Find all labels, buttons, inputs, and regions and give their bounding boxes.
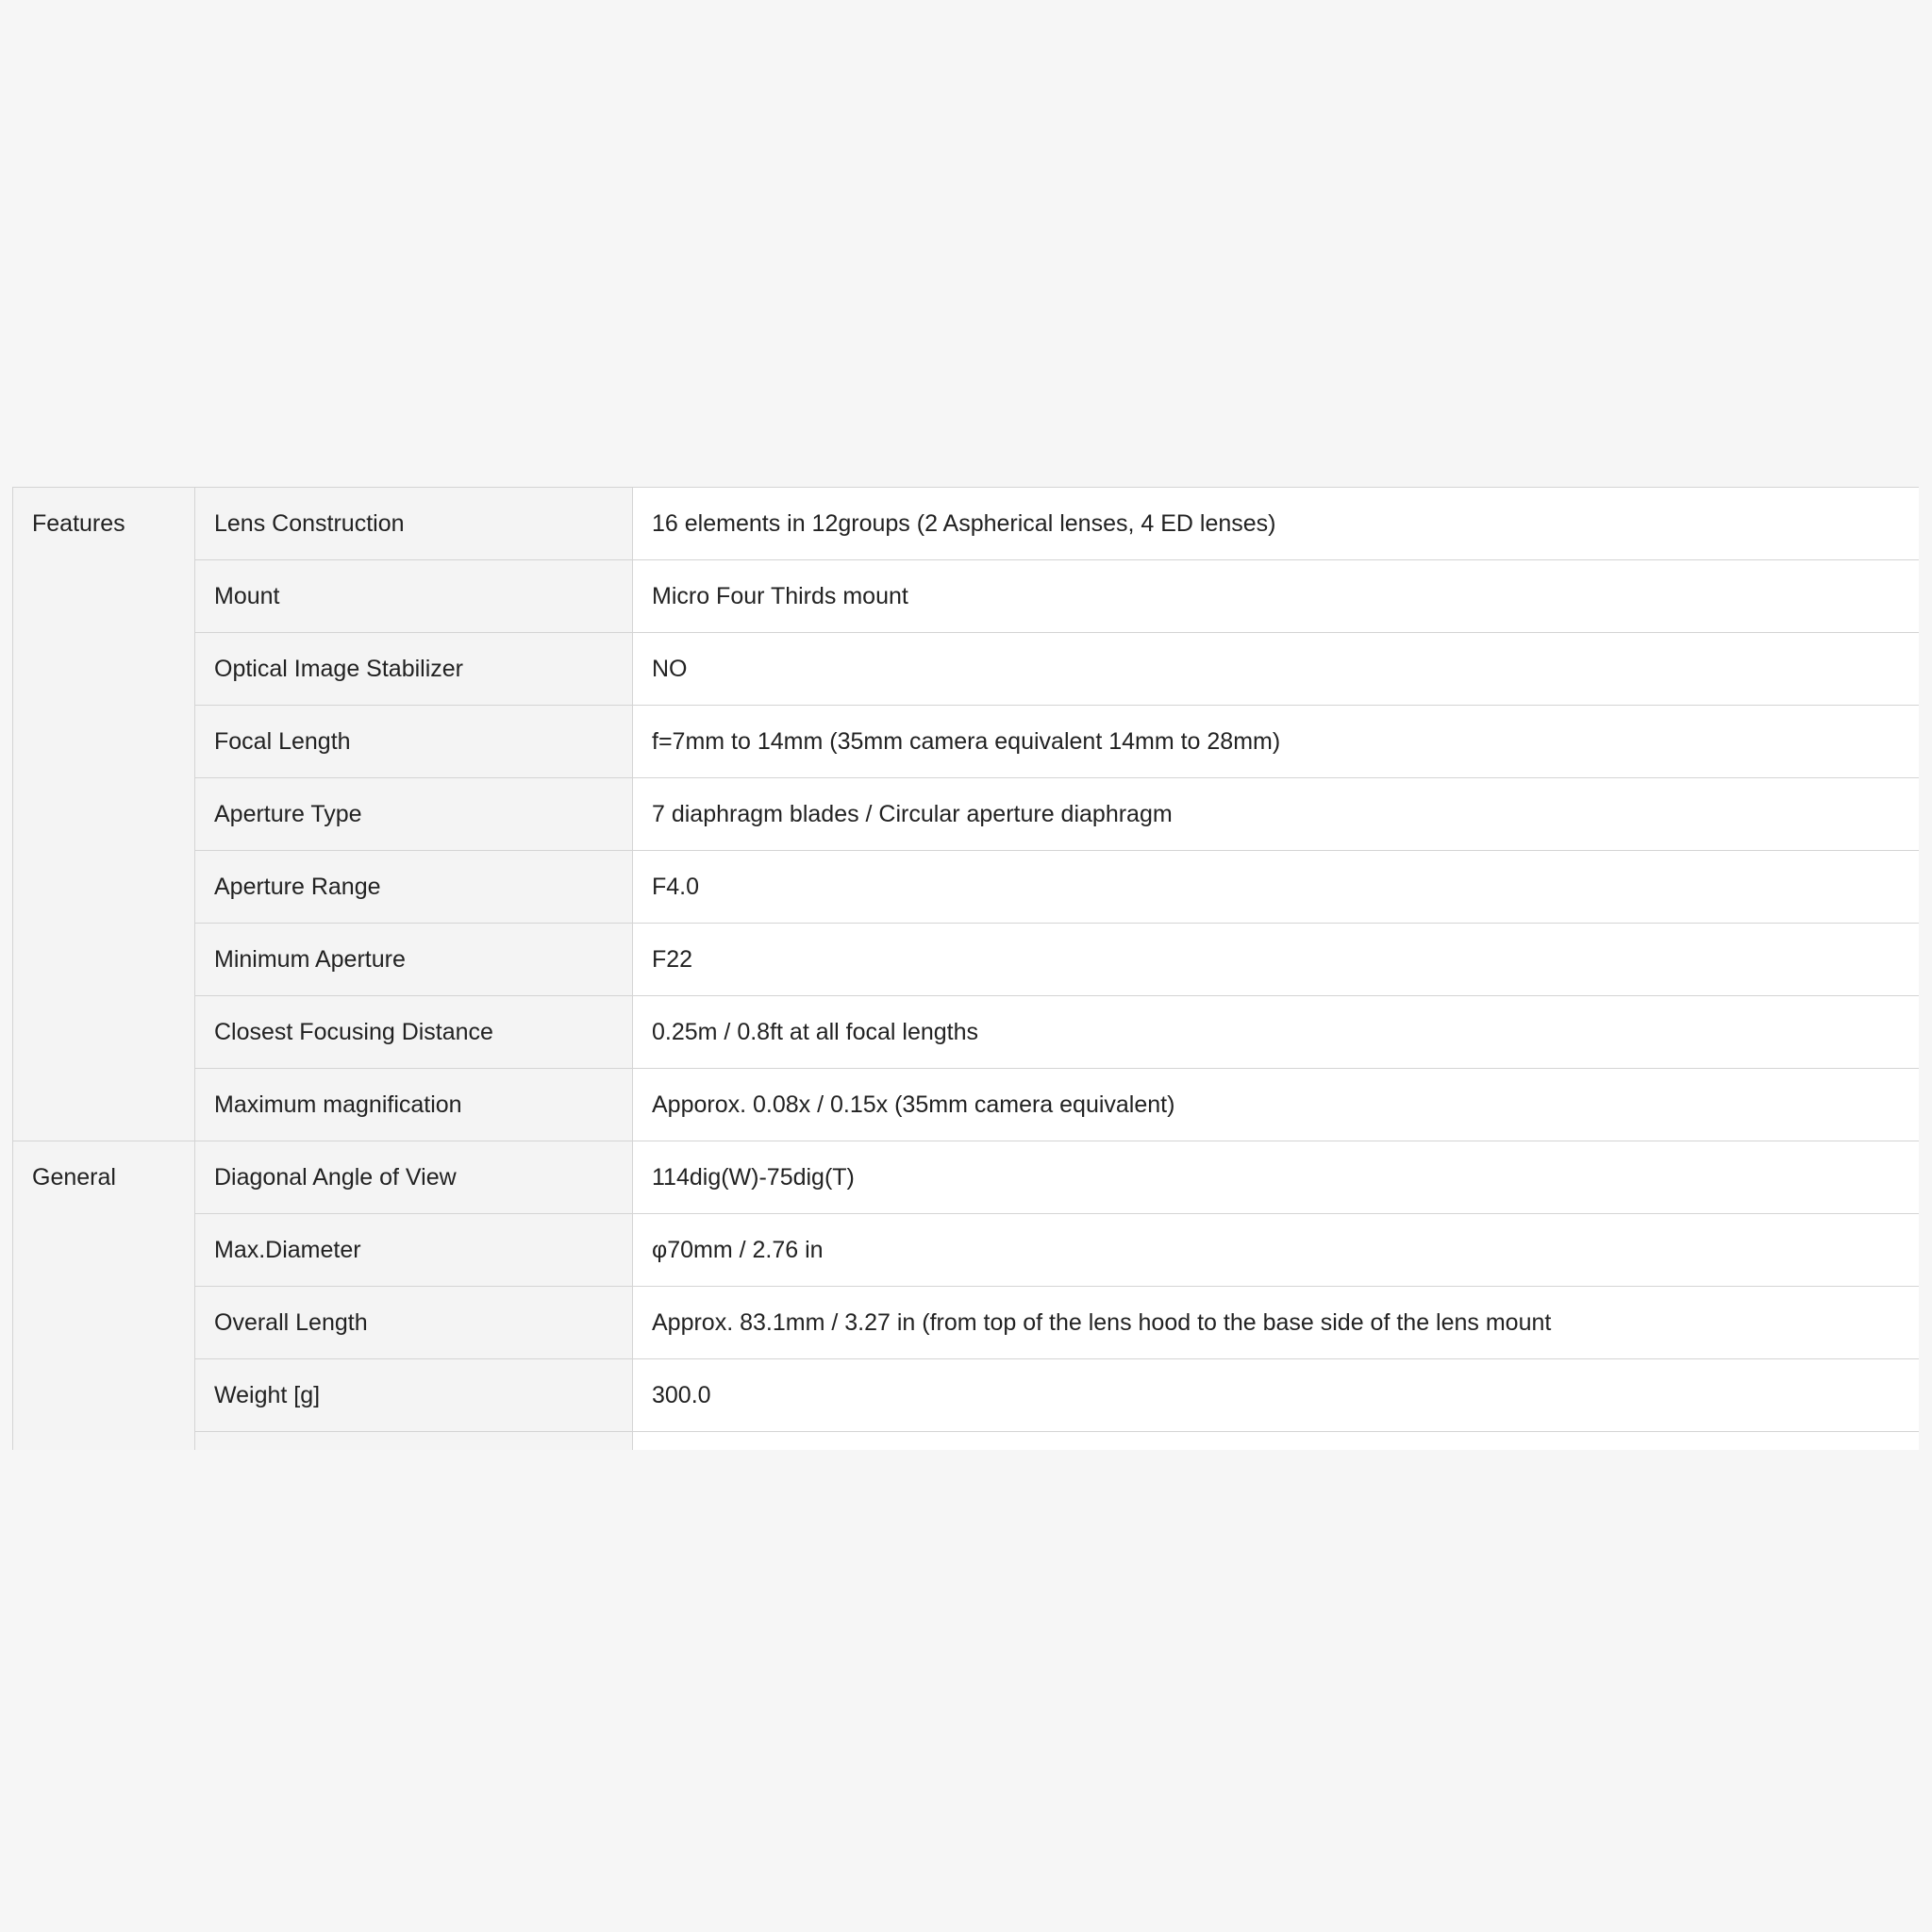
spec-value: F4.0 [633,851,1920,924]
spec-value: F22 [633,924,1920,996]
table-row [13,1069,1920,1141]
spec-value: Apporox. 0.08x / 0.15x (35mm camera equivalent) [633,1069,1920,1141]
spec-value: f=7mm to 14mm (35mm camera equivalent 14mm to 28mm) [633,706,1920,778]
table-row [13,1287,1920,1359]
spec-value [633,1432,1920,1451]
table-row [13,778,1920,851]
spec-label: Aperture Range [195,851,633,924]
table-row [13,851,1920,924]
table-row [13,1214,1920,1287]
spec-label: Weight [g] [195,1359,633,1432]
spec-label: Mount [195,560,633,633]
spec-table [12,487,1919,1450]
table-row [13,488,1920,560]
table-row [13,706,1920,778]
spec-label [195,1432,633,1451]
spec-value: Approx. 83.1mm / 3.27 in (from top of the lens hood to the base side of the lens mount [633,1287,1920,1359]
group-label-general: General [13,1141,195,1451]
spec-value: NO [633,633,1920,706]
spec-label: Minimum Aperture [195,924,633,996]
table-row [13,633,1920,706]
table-row [13,996,1920,1069]
spec-label: Diagonal Angle of View [195,1141,633,1214]
spec-label: Aperture Type [195,778,633,851]
table-row [13,560,1920,633]
spec-value: φ70mm / 2.76 in [633,1214,1920,1287]
table-row [13,1432,1920,1451]
table-row [13,924,1920,996]
group-label-features: Features [13,488,195,1141]
spec-label: Max.Diameter [195,1214,633,1287]
spec-label: Overall Length [195,1287,633,1359]
spec-value: Micro Four Thirds mount [633,560,1920,633]
table-row [13,1141,1920,1214]
spec-value: 114dig(W)-75dig(T) [633,1141,1920,1214]
spec-table-container [12,487,1919,1450]
spec-label: Lens Construction [195,488,633,560]
spec-value: 0.25m / 0.8ft at all focal lengths [633,996,1920,1069]
spec-value: 16 elements in 12groups (2 Aspherical lenses, 4 ED lenses) [633,488,1920,560]
table-row [13,1359,1920,1432]
spec-label: Optical Image Stabilizer [195,633,633,706]
spec-label: Closest Focusing Distance [195,996,633,1069]
spec-value: 7 diaphragm blades / Circular aperture diaphragm [633,778,1920,851]
spec-label: Focal Length [195,706,633,778]
spec-label: Maximum magnification [195,1069,633,1141]
spec-value: 300.0 [633,1359,1920,1432]
